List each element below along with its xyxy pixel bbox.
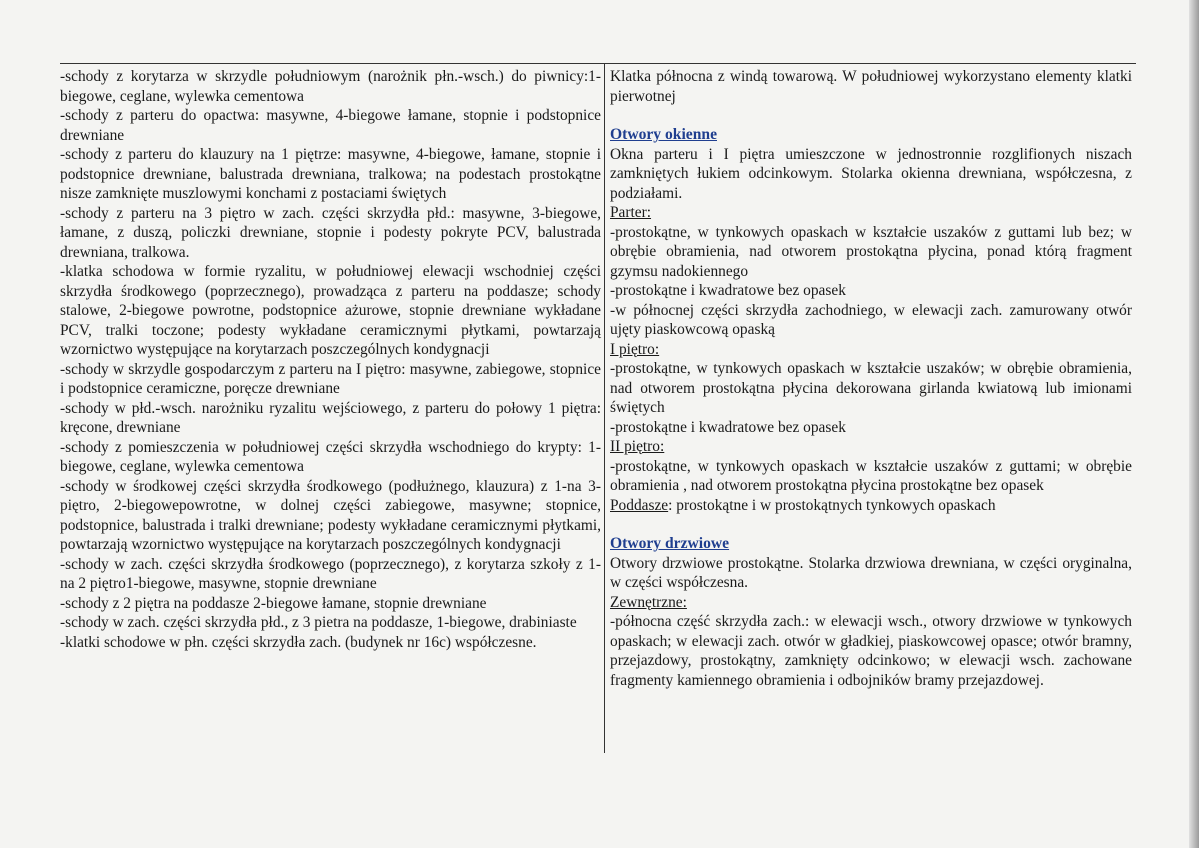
table-top-rule [60, 63, 1136, 64]
stair-entry: -klatki schodowe w płn. części skrzydła zach. (budynek nr 16c) współczesne. [60, 633, 537, 651]
stair-entry: -schody w zach. części skrzydła płd., z 3 pietra na poddasze, 1-biegowe, drabiniaste [60, 614, 577, 631]
windows-heading: Otwory okienne [610, 126, 717, 143]
spacer [610, 515, 1132, 534]
left-column [60, 67, 601, 652]
stair-entry: -schody w środkowej części skrzydła środkowego (podłużnego, klauzura) z 1-na 3- piętro, 2-biegowepowrotne, w dolnej części zabiegowe, masywne; stopnice, podstopnice, balustrada i tralki drewniane; podesty wykładane ceramicznymi płytkami, powtarzają wzornictwo występujące na korytarzach poszczególnych kondygnacji [60, 477, 601, 553]
spacer [610, 106, 1132, 125]
floor2-label: II piętro: [610, 438, 665, 455]
window-item: -prostokątne, w tynkowych opaskach w kształcie uszaków; w obrębie obramienia, nad otworem prostokątna płycina dekorowana girlanda kwiatową lub imionami świętych [610, 360, 1132, 416]
attic-line [610, 496, 1132, 516]
window-item: -prostokątne, w tynkowych opaskach w kształcie uszaków z guttami lub bez; w obrębie obramienia, nad otworem prostokątna płycina, ponad którą fragment gzymsu nadokiennego [610, 223, 1132, 280]
stair-entry: -schody z 2 piętra na poddasze 2-biegowe łamane, stopnie drewniane [60, 594, 487, 612]
stair-note: Klatka północna z windą towarową. W południowej wykorzystano elementy klatki pierwotnej [610, 68, 1132, 105]
stair-entry: -schody z pomieszczenia w południowej części skrzydła wschodniego do krypty: 1-biegowe, ceglane, wylewka cementowa [60, 438, 601, 475]
floor1-label: I piętro: [610, 340, 660, 358]
stair-entry: -schody w zach. części skrzydła środkowego (poprzecznego), z korytarza szkoły z 1- na 2 piętro1-biegowe, masywne, stopnie drewniane [60, 555, 601, 592]
door-item: -północna część skrzydła zach.: w elewacji wsch., otwory drzwiowe w tynkowych opaskach; w elewacji zach. otwór w gładkiej, piaskowcowej opasce; otwór bramny, przejazdowy, prostokątny, zamknięty odcinkowo; w elewacji wsch. zachowane fragmenty kamiennego obramienia i odbojników bramy przejazdowej. [610, 613, 1132, 689]
window-item: -w północnej części skrzydła zachodniego, w elewacji zach. zamurowany otwór ujęty piaskowcową opaską [610, 301, 1132, 338]
stair-entry: -schody w płd.-wsch. narożniku ryzalitu wejściowego, z parteru do połowy 1 piętra: kręcone, drewniane [60, 399, 601, 436]
stair-entry: -klatka schodowa w formie ryzalitu, w południowej elewacji wschodniej części skrzydła środkowego (poprzecznego), prowadząca z parteru na poddasze; schody stalowe, 2-biegowe powrotne, podstopnice ażurowe, stopnie drewniane wykładane PCV, tralki toczone; podesty wykładane ceramicznymi płytkami, powtarzają wzornictwo występujące na korytarzach poszczególnych kondygnacji [60, 263, 601, 358]
attic-label: Poddasze [610, 496, 669, 514]
doors-heading: Otwory drzwiowe [610, 535, 730, 552]
stair-entry: -schody z korytarza w skrzydle południowym (narożnik płn.-wsch.) do piwnicy:1-biegowe, ceglane, wylewka cementowa [60, 68, 601, 105]
document-table [60, 63, 1136, 753]
attic-text: : prostokątne i w prostokątnych tynkowych opaskach [668, 496, 996, 514]
doors-intro: Otwory drzwiowe prostokątne. Stolarka drzwiowa drewniana, w części oryginalna, w części współczesna. [610, 554, 1132, 591]
parter-label: Parter: [610, 204, 652, 221]
right-column [610, 67, 1132, 690]
window-item: -prostokątne i kwadratowe bez opasek [610, 282, 846, 299]
page-edge-shadow [1189, 0, 1199, 848]
column-divider [604, 63, 605, 753]
window-item: -prostokątne i kwadratowe bez opasek [610, 418, 846, 436]
stair-entry: -schody z parteru do opactwa: masywne, 4-biegowe łamane, stopnie i podstopnice drewniane [60, 107, 601, 144]
windows-intro: Okna parteru i I piętra umieszczone w jednostronnie rozglifionych niszach zamkniętych łukiem odcinkowym. Stolarka okienna drewniana, współczesna, z podziałami. [610, 145, 1132, 202]
window-item: -prostokątne, w tynkowych opaskach w kształcie uszaków z guttami; w obrębie obramienia , nad otworem prostokątna płycina prostokątne bez opasek [610, 457, 1132, 494]
stair-entry: -schody w skrzydle gospodarczym z parteru na I piętro: masywne, zabiegowe, stopnice i podstopnice ceramiczne, poręcze drewniane [60, 360, 601, 397]
exterior-label: Zewnętrzne: [610, 593, 687, 611]
stair-entry: -schody z parteru do klauzury na 1 piętrze: masywne, 4-biegowe, łamane, stopnie i podstopnice drewniane, balustrada drewniana, tralkowa; na podestach prostokątne nisze zamknięte muszlowymi konchami z postaciami świętych [60, 146, 601, 202]
stair-entry: -schody z parteru na 3 piętro w zach. części skrzydła płd.: masywne, 3-biegowe, łamane, z duszą, policzki drewniane, stopnie i podesty pokryte PCV, balustrada drewniana, tralkowa. [60, 204, 601, 261]
